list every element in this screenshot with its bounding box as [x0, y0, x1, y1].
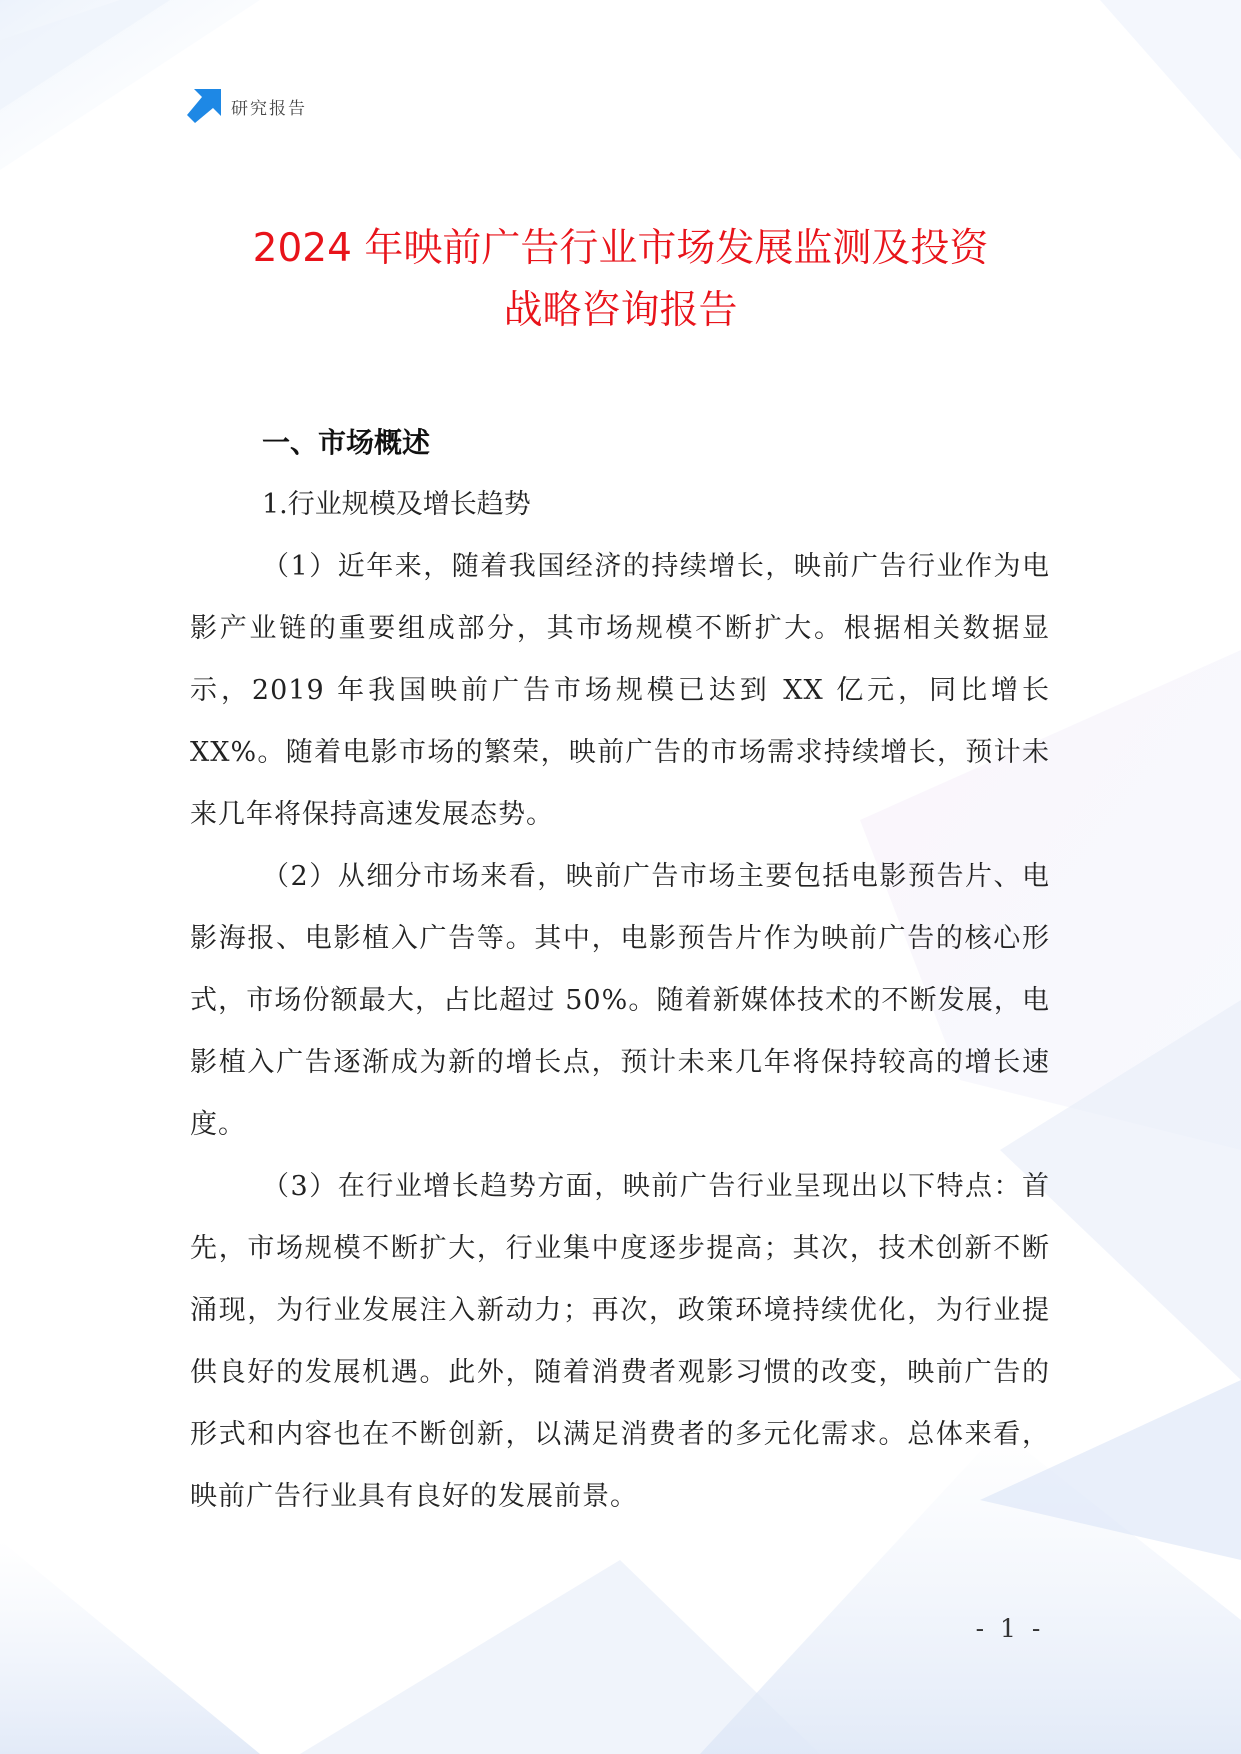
report-title-line-1: 2024 年映前广告行业市场发展监测及投资 [252, 226, 989, 271]
paragraph-1: （1）近年来，随着我国经济的持续增长，映前广告行业作为电影产业链的重要组成部分，其市场规模不断扩大。根据相关数据显示，2019 年我国映前广告市场规模已达到 XX 亿元，同比增长 XX%。随着电影市场的繁荣，映前广告的市场需求持续增长，预计未来几年将保持高速发展态势。 [190, 551, 1050, 830]
arrow-up-right-icon [187, 89, 221, 123]
header-label: 研究报告 [231, 98, 307, 119]
report-title-line-2: 战略咨询报告 [503, 288, 738, 333]
section-heading: 一、市场概述 [262, 426, 431, 459]
paragraph-2: （2）从细分市场来看，映前广告市场主要包括电影预告片、电影海报、电影植入广告等。其中，电影预告片作为映前广告的核心形式，市场份额最大，占比超过 50%。随着新媒体技术的不断发展，电影植入广告逐渐成为新的增长点，预计未来几年将保持较高的增长速度。 [190, 861, 1050, 1140]
report-body [190, 412, 1050, 1528]
report-title [150, 218, 1091, 342]
report-header [187, 88, 307, 124]
paragraph-3: （3）在行业增长趋势方面，映前广告行业呈现出以下特点：首先，市场规模不断扩大，行业集中度逐步提高；其次，技术创新不断涌现，为行业发展注入新动力；再次，政策环境持续优化，为行业提供良好的发展机遇。此外，随着消费者观影习惯的改变，映前广告的形式和内容也在不断创新，以满足消费者的多元化需求。总体来看，映前广告行业具有良好的发展前景。 [190, 1171, 1050, 1512]
sub-heading: 1.行业规模及增长趋势 [262, 489, 531, 520]
page-number: - 1 - [975, 1614, 1045, 1643]
